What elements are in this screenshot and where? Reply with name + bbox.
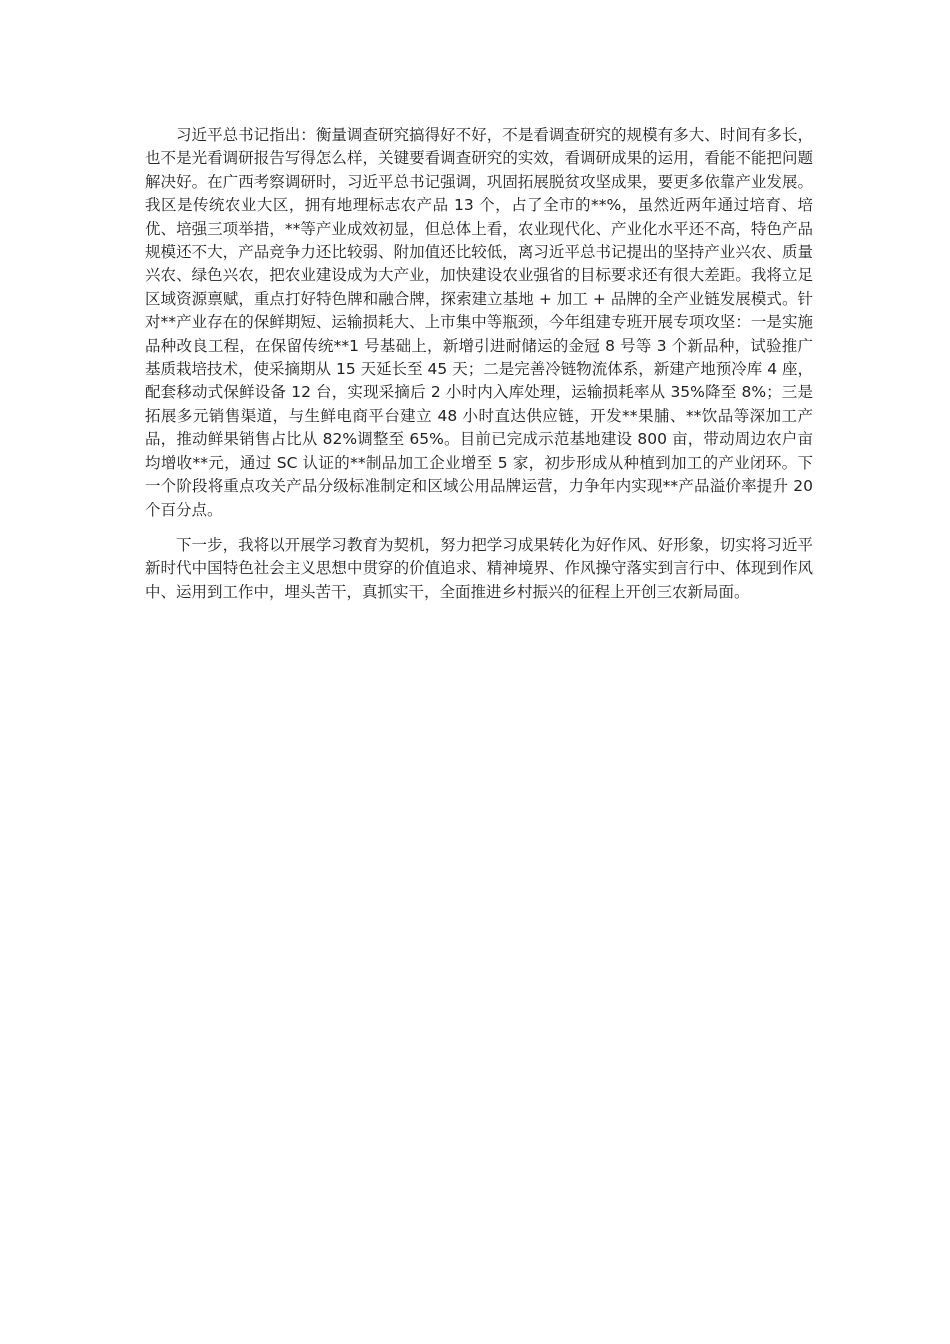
document-page xyxy=(145,124,813,616)
paragraph-industry-development: 习近平总书记指出：衡量调查研究搞得好不好，不是看调查研究的规模有多大、时间有多长，也不是光看调研报告写得怎么样，关键要看调查研究的实效，看调研成果的运用，看能不能把问题解决好。在广西考察调研时，习近平总书记强调，巩固拓展脱贫攻坚成果，要更多依靠产业发展。我区是传统农业大区，拥有地理标志农产品 13 个，占了全市的**%，虽然近两年通过培育、培优、培强三项举措，**等产业成效初显，但总体上看，农业现代化、产业化水平还不高，特色产品规模还不大，产品竞争力还比较弱、附加值还比较低，离习近平总书记提出的坚持产业兴农、质量兴农、绿色兴农，把农业建设成为大产业，加快建设农业强省的目标要求还有很大差距。我将立足区域资源禀赋，重点打好特色牌和融合牌，探索建立基地 + 加工 + 品牌的全产业链发展模式。针对**产业存在的保鲜期短、运输损耗大、上市集中等瓶颈，今年组建专班开展专项攻坚：一是实施品种改良工程，在保留传统**1 号基础上，新增引进耐储运的金冠 8 号等 3 个新品种，试验推广基质栽培技术，使采摘期从 15 天延长至 45 天；二是完善冷链物流体系，新建产地预冷库 4 座，配套移动式保鲜设备 12 台，实现采摘后 2 小时内入库处理，运输损耗率从 35%降至 8%；三是拓展多元销售渠道，与生鲜电商平台建立 48 小时直达供应链，开发**果脯、**饮品等深加工产品，推动鲜果销售占比从 82%调整至 65%。目前已完成示范基地建设 800 亩，带动周边农户亩均增收**元，通过 SC 认证的**制品加工企业增至 5 家，初步形成从种植到加工的产业闭环。下一个阶段将重点攻关产品分级标准制定和区域公用品牌运营，力争年内实现**产品溢价率提升 20 个百分点。 xyxy=(145,126,813,519)
paragraph-next-steps: 下一步，我将以开展学习教育为契机，努力把学习成果转化为好作风、好形象，切实将习近平新时代中国特色社会主义思想中贯穿的价值追求、精神境界、作风操守落实到言行中、体现到作风中、运用到工作中，埋头苦干，真抓实干，全面推进乡村振兴的征程上开创三农新局面。 xyxy=(145,535,813,601)
